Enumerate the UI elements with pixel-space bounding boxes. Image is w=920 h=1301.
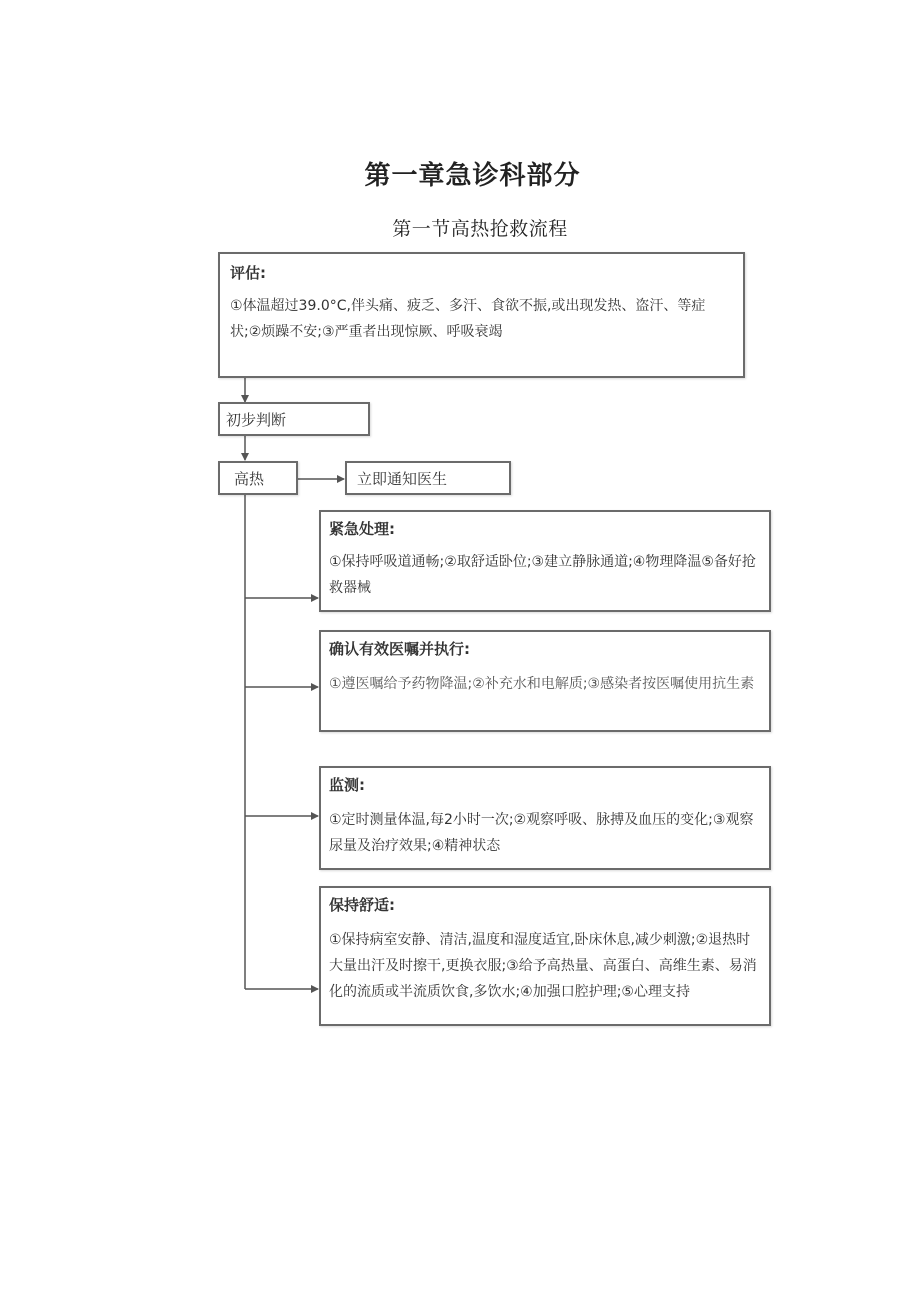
doctor-orders-box [319, 630, 771, 732]
section-title: 第一节高热抢救流程 [392, 218, 568, 240]
emergency-treatment-text: ①保持呼吸道通畅;②取舒适卧位;③建立静脉通道;④物理降温⑤备好抢救器械 [329, 554, 756, 596]
monitoring-text: ①定时测量体温,每2小时一次;②观察呼吸、脉搏及血压的变化;③观察尿量及治疗效果;④精神状态 [329, 812, 754, 854]
doctor-orders-heading: 确认有效医嘱并执行: [329, 640, 470, 658]
judgement-label: 初步判断 [226, 410, 287, 429]
high-fever-box [218, 461, 298, 495]
doctor-orders-text: ①遵医嘱给予药物降温;②补充水和电解质;③感染者按医嘱使用抗生素 [329, 676, 755, 692]
emergency-treatment-box [319, 510, 771, 612]
comfort-care-text: ①保持病室安静、清洁,温度和湿度适宜,卧床休息,减少刺激;②退热时大量出汗及时擦干,更换衣服;③给予高热量、高蛋白、高维生素、易消化的流质或半流质饮食,多饮水;④加强口腔护理;⑤心理支持 [329, 932, 757, 1000]
comfort-care-heading: 保持舒适: [329, 896, 395, 914]
chapter-title: 第一章急诊科部分 [364, 161, 581, 191]
notify-doctor-box [345, 461, 511, 495]
emergency-treatment-heading: 紧急处理: [329, 520, 395, 538]
monitoring-box [319, 766, 771, 870]
assessment-heading: 评估: [230, 264, 266, 282]
high-fever-label: 高热 [234, 469, 265, 488]
assessment-text: ①体温超过39.0°C,伴头痛、疲乏、多汗、食欲不振,或出现发热、盗汗、等症状;②烦躁不安;③严重者出现惊厥、呼吸衰竭 [230, 298, 706, 340]
monitoring-heading: 监测: [329, 776, 365, 794]
comfort-care-box [319, 886, 771, 1026]
assessment-box [218, 252, 745, 378]
notify-doctor-label: 立即通知医生 [357, 469, 448, 488]
judgement-box [218, 402, 370, 436]
